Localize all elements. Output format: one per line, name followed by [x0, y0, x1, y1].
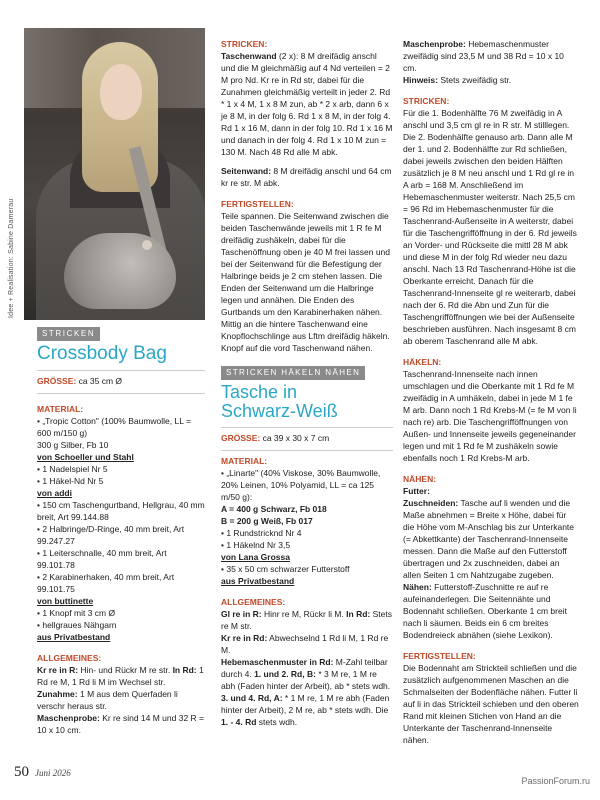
material-item: • „Linarte" (40% Viskose, 30% Baumwolle, 20% Leinen, 10% Polyamid, LL = ca 125 m/50 g): — [221, 467, 393, 503]
supplier: aus Privatbestand — [221, 576, 295, 586]
supplier: von Schoeller und Stahl — [37, 452, 134, 462]
lining-label: Futter: — [403, 486, 430, 496]
sew-text: Nähen: Futterstoff-Zuschnitte re auf re aufeinanderlegen. Die Seitennähte und Bodennaht schließen. Oberkante 1 cm breit nach li säumen. Beids ein 6 cm breites Bodendreieck abnähen (siehe Lexikon). — [403, 582, 567, 640]
photo-face — [100, 64, 142, 120]
tool-item: • 1 Rundstricknd Nr 4 — [221, 527, 393, 539]
general-text: Zunahme: 1 M aus dem Querfaden li verschr heraus str. — [37, 689, 178, 711]
page-number: 50 — [14, 764, 29, 780]
tool-item: • 1 Häkel-Nd Nr 5 — [37, 475, 205, 487]
supplier: von Lana Grossa — [221, 552, 290, 562]
crochet-text: Taschenrand-Innenseite nach innen umschlagen und die Oberkante mit 1 Rd fe M zweifädig in A umhäkeln, dabei in jede M 1 fe M arb. Dann noch 1 Rd Krebs-M (= fe M von li nach re) arb. Die Taschengrifföffnungen von Außen- und Innenseite jeweils gegeneinander legen und mit 1 Rd fe M zushäkeln sowie ebenfalls noch 1 Rd Krebs-M arb. — [403, 369, 577, 463]
section-tag: STRICKEN HÄKELN NÄHEN — [221, 366, 365, 380]
knit-heading: STRICKEN: — [221, 39, 268, 49]
extra-item: • 2 Karabinerhaken, 40 mm breit, Art 99.101.75 — [37, 571, 205, 595]
general-text: Hebemaschenmuster in Rd: M-Zahl teilbar durch 4. 1. und 2. Rd, B: * 3 M re, 1 M re abh (Faden hinter der Arbeit), ab * stets wdh. 3. und 4. Rd, A: * 1 M re, 1 M re abh (Faden hinter der Arbeit), 2 M re, ab * stets wdh. Die 1. - 4. Rd stets wdh. — [221, 657, 391, 727]
knit-text: Für die 1. Bodenhälfte 76 M zweifädig in A anschl und 3,5 cm gl re in R str. M stilllegen. Die 2. Bodenhälfte genauso arb. Dann alle M der 1. und 2. Bodenhälfte zur Rd schließen, dabei jeweils zwischen den beiden Hälften zusätzlich je 8 M neu anschl und 1 Rd gl re in A arb = 168 M. Anschließend im Hebemaschenmuster weiterstr. Nach 25,5 cm = 96 Rd im Hebemaschenmuster für die Taschenrand-Außenseite in A weiterstr, dabei für die Taschengrifföffnung in der 6. Rd jeweils an Vorder- und Rückseite die mittl 28 M abk und diese M in der folg Rd wieder neu dazu anschl. Nach 13 Rd Taschenrand-Höhe ist die Oberkante erreicht. Danach für die Taschenrand-Innenseite gl re weiterarb, dabei nach der 6. Rd die Abn und Zun für die Taschengrifföffnungen wie bei der Außenseite beschrieben ausführen. Nach insgesamt 8 cm ab oberem Taschenrand alle M abk. — [403, 108, 577, 346]
general-text: Gl re in R: Hinr re M, Rückr li M. In Rd: Stets re M str. — [221, 609, 392, 631]
size-line: GRÖSSE: ca 39 x 30 x 7 cm — [221, 433, 330, 443]
photo-bag — [64, 233, 176, 309]
extra-item: • 1 Leiterschnalle, 40 mm breit, Art 99.101.78 — [37, 547, 205, 571]
project-title: Tasche in Schwarz-Weiß — [221, 382, 338, 421]
divider — [221, 427, 393, 428]
page-footer — [14, 764, 71, 781]
extra-item: • 2 Halbringe/D-Ringe, 40 mm breit, Art 99.247.27 — [37, 523, 205, 547]
divider — [37, 393, 205, 394]
section-tag: STRICKEN — [37, 327, 100, 341]
bag-photo — [24, 28, 205, 320]
general-text: Kr re in R: Hin- und Rückr M re str. In Rd: 1 Rd re M, 1 Rd li M im Wechsel str. — [37, 665, 204, 687]
general-heading: ALLGEMEINES: — [221, 597, 286, 607]
extra-item: • 1 Knopf mit 3 cm Ø — [37, 607, 205, 619]
cut-text: Zuschneiden: Tasche auf li wenden und die Maße abnehmen = Breite x Höhe, dabei für die Höhe vom M-Anschlag bis zur Unterkante (= Abkettkante) der Taschenrand-Innenseite messen. Dann die Maße auf den Futterstoff übertragen und 2x zuschneiden, dabei an allen Seiten 1 cm Nahtzugabe zugeben. — [403, 498, 575, 580]
crochet-heading: HÄKELN: — [403, 357, 442, 367]
gauge-text: Maschenprobe: Hebemaschenmuster zweifädig sind 23,5 M und 38 Rd = 10 x 10 cm. — [403, 39, 564, 73]
extra-item: • 35 x 50 cm schwarzer Futterstoff — [221, 563, 393, 575]
general-text: Maschenprobe: Kr re sind 14 M und 32 R = 10 x 10 cm. — [37, 713, 205, 735]
hint-text: Hinweis: Stets zweifädig str. — [403, 75, 512, 85]
knit-heading: STRICKEN: — [403, 96, 450, 106]
finish-heading: FERTIGSTELLEN: — [403, 651, 476, 661]
column-1 — [37, 327, 205, 736]
material-item: 300 g Silber, Fb 10 — [37, 440, 109, 450]
supplier: von addi — [37, 488, 72, 498]
extra-item: • hellgraues Nähgarn — [37, 619, 205, 631]
finish-heading: FERTIGSTELLEN: — [221, 199, 294, 209]
material-item: A = 400 g Schwarz, Fb 018 — [221, 504, 327, 514]
issue-date: Juni 2026 — [35, 768, 71, 778]
column-3 — [403, 38, 579, 746]
finish-text: Die Bodennaht am Strickteil schließen und die zusätzlich aufgenommenen Maschen an die Schmalseiten der Bodenfläche nähen. Futter li auf li in das Strickteil schieben und den oberen Rand mit kleinen Stichen von Hand an die Unterkante der Taschenrand-Innenseite nähen. — [403, 663, 579, 745]
tool-item: • 1 Häkelnd Nr 3,5 — [221, 539, 393, 551]
divider — [221, 450, 393, 451]
material-item: B = 200 g Weiß, Fb 017 — [221, 516, 313, 526]
general-heading: ALLGEMEINES: — [37, 653, 102, 663]
divider — [37, 370, 205, 371]
project-title: Crossbody Bag — [37, 343, 167, 364]
general-text: Kr re in Rd: Abwechselnd 1 Rd li M, 1 Rd re M. — [221, 633, 389, 655]
material-item: • „Tropic Cotton" (100% Baumwolle, LL = 600 m/150 g) — [37, 415, 205, 439]
knit-text: Taschenwand (2 x): 8 M dreifädig anschl und die M gleichmäßig auf 4 Nd verteilen = 2 M pro Nd. Kr re in Rd str, dabei für die Zunahmen gleichmäßig verteilt in jeder 2. Rd * 1 x 4 M, 1 x 8 M zun, ab * 2 x arb, dann 6 x je 8 M, in der folg 6. Rd 1 x 8 M, in der folg 4. Rd 1 x 16 M, dann in der folg 10. Rd 1 x 16 M und danach in der folg 4. Rd 1 x 10 M zun = 130 M. Nach 48 Rd alle M abk. — [221, 51, 393, 157]
extra-item: • 150 cm Taschengurtband, Hellgrau, 40 mm breit, Art 99.144.88 — [37, 499, 205, 523]
tool-item: • 1 Nadelspiel Nr 5 — [37, 463, 205, 475]
material-heading: MATERIAL: — [221, 456, 268, 466]
watermark: PassionForum.ru — [521, 776, 590, 786]
size-line: GRÖSSE: ca 35 cm Ø — [37, 376, 123, 386]
finish-text: Teile spannen. Die Seitenwand zwischen die beiden Taschenwände jeweils mit 1 R fe M dreifädig zushäkeln, dabei für die Taschenöffnung oben je 40 M frei lassen und bei der Seitenwand für die Befestigung der Halbringe beids je 2 cm stehen lassen. Die Enden der Seitenwand um die Halbringe legen und annähen. Die Enden des Gurtbands um den Karabinerhaken nähen. Mittig an die hintere Taschenwand eine Knopflochschlinge aus Lftm dreifädig häkeln. Knopf auf die vord Taschenwand nähen. — [221, 211, 391, 353]
material-heading: MATERIAL: — [37, 404, 84, 414]
knit-text: Seitenwand: 8 M dreifädig anschl und 64 cm kr re str. M abk. — [221, 166, 392, 188]
supplier: aus Privatbestand — [37, 632, 111, 642]
photo-credit: Idee + Realisation: Sabine Damerau — [8, 198, 15, 318]
supplier: von buttinette — [37, 596, 94, 606]
sew-heading: NÄHEN: — [403, 474, 437, 484]
column-2 — [221, 38, 393, 728]
photo-bag-button — [142, 240, 152, 250]
